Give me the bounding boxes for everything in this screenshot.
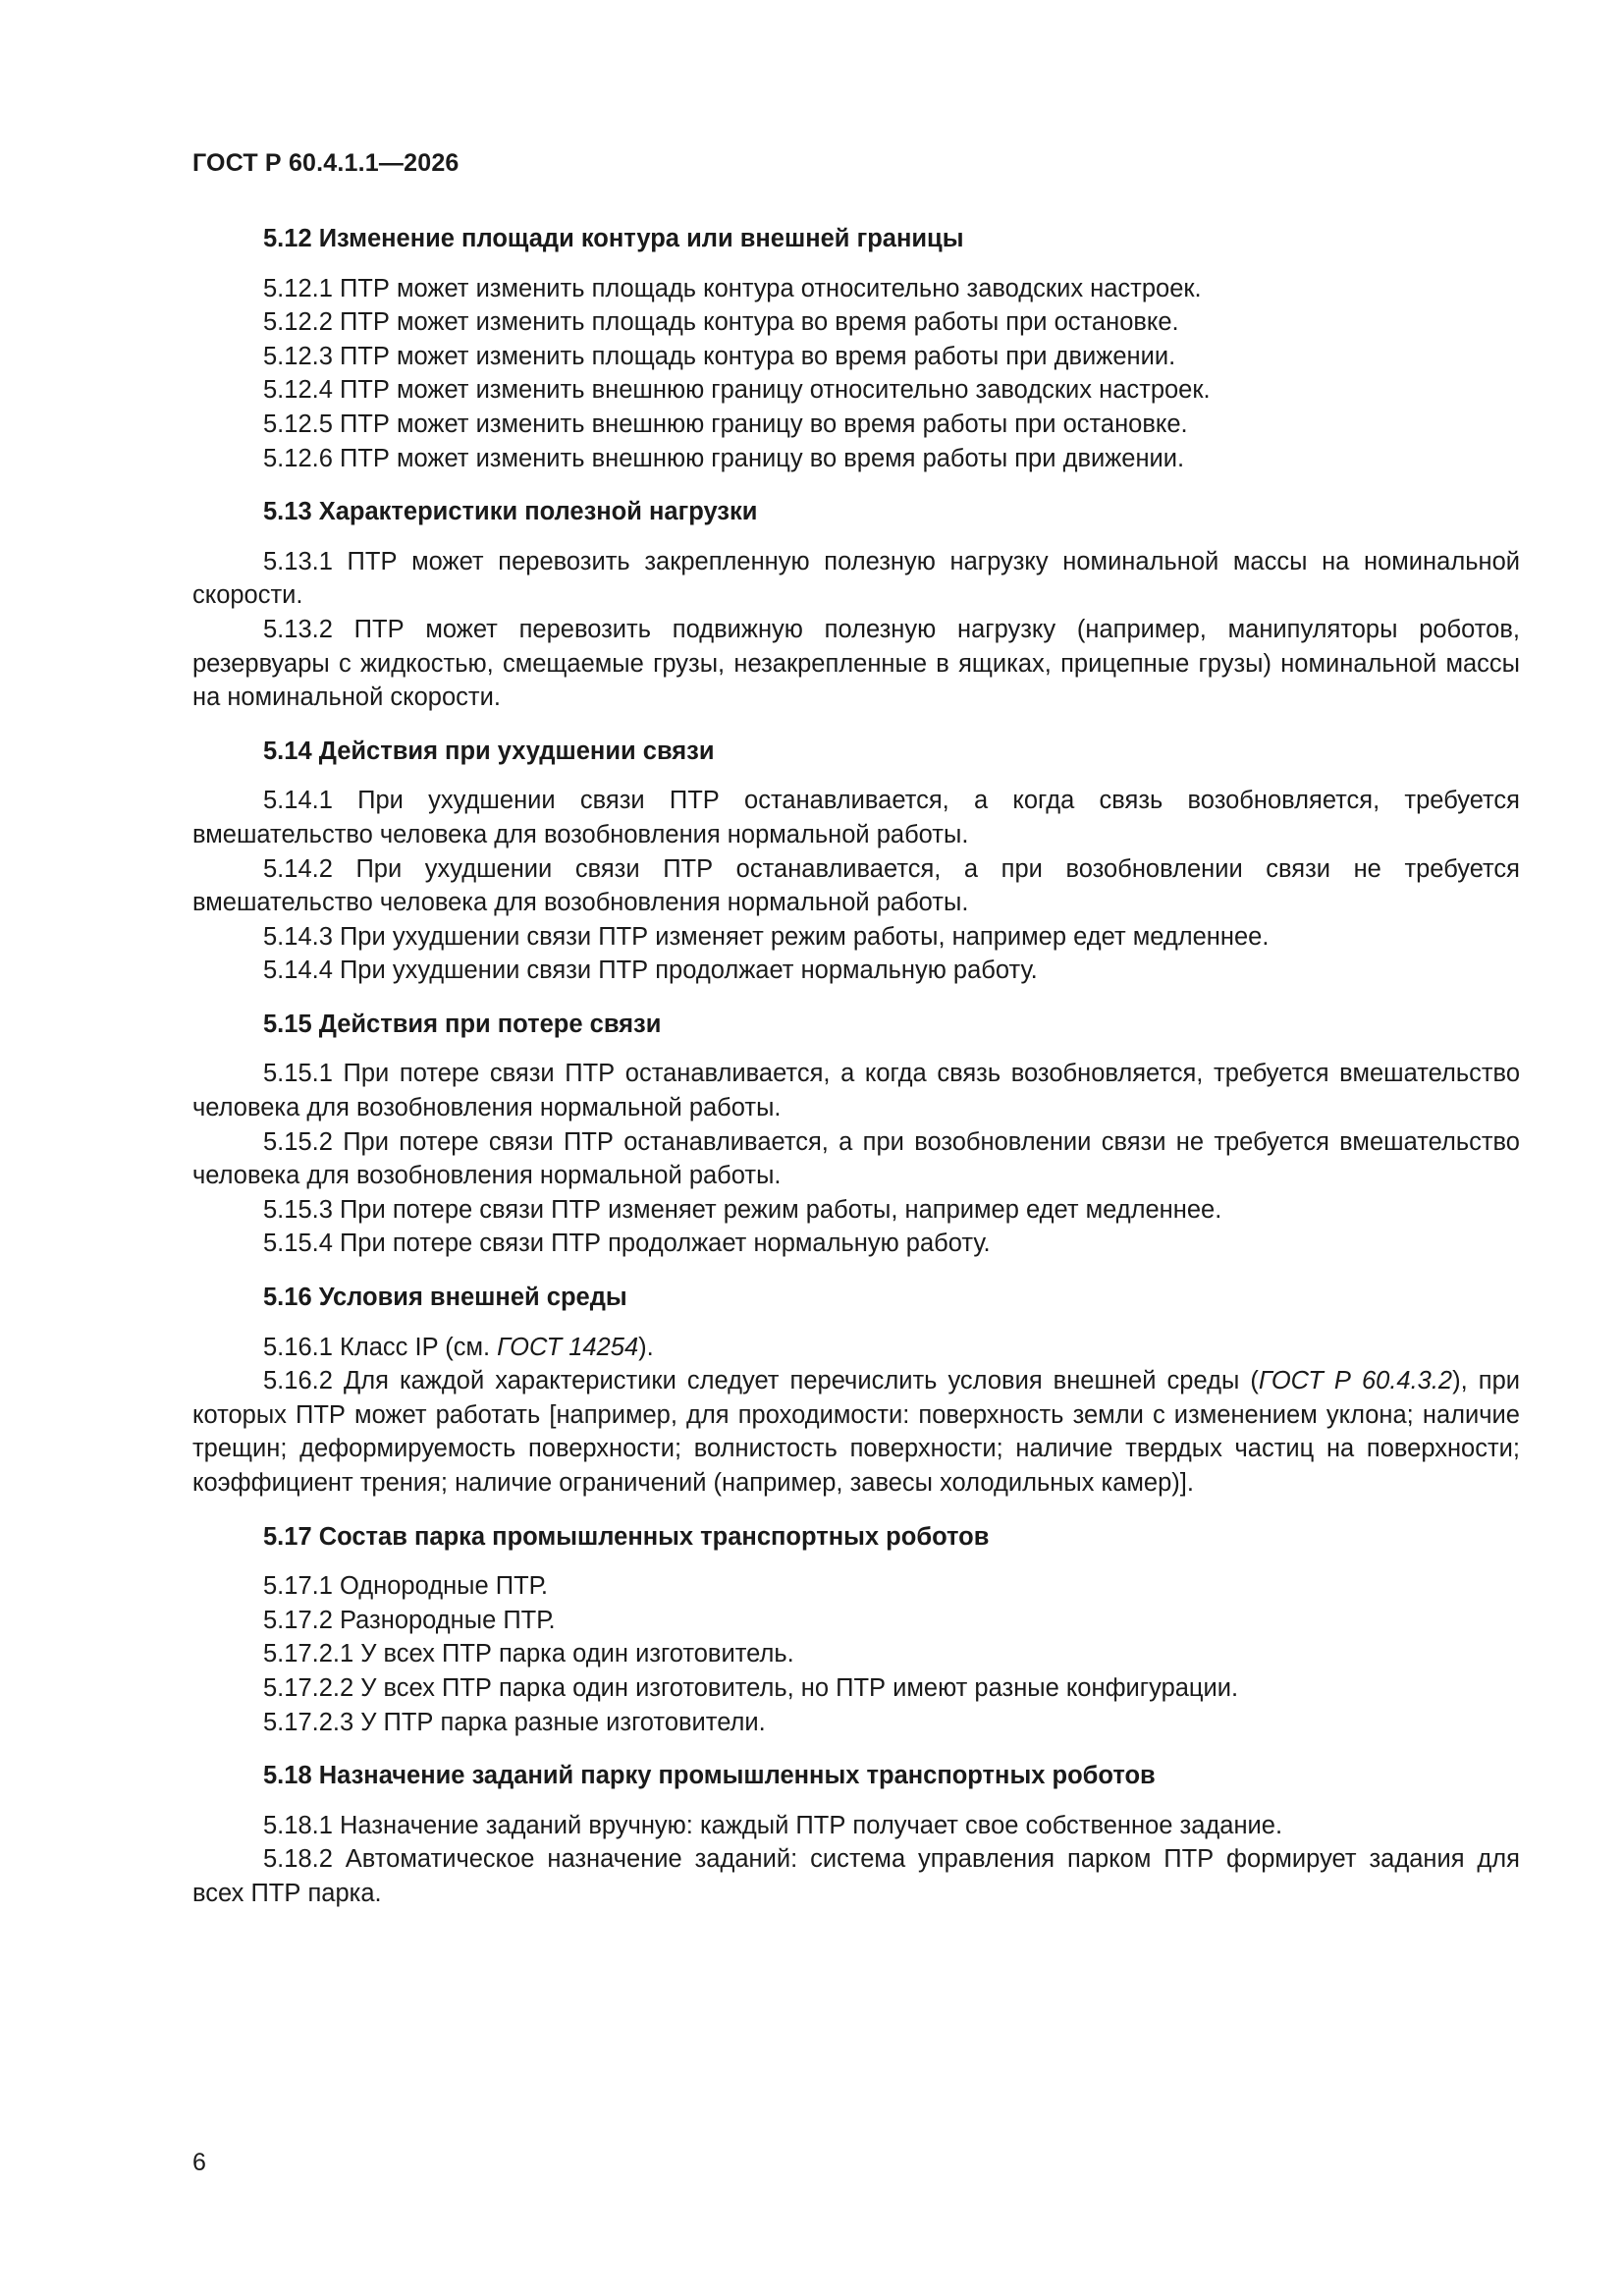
document-header: ГОСТ Р 60.4.1.1—2026 <box>192 149 460 177</box>
section <box>192 222 1520 475</box>
clause-paragraph: 5.12.2 ПТР может изменить площадь контура во время работы при остановке. <box>263 308 1179 337</box>
clause-paragraph: 5.17.1 Однородные ПТР. <box>263 1572 548 1601</box>
clause-paragraph: 5.15.3 При потере связи ПТР изменяет режим работы, например едет медленнее. <box>263 1195 1222 1224</box>
section <box>192 1759 1520 1910</box>
document-body <box>192 222 1520 1931</box>
clause-paragraph: 5.12.1 ПТР может изменить площадь контура относительно заводских настроек. <box>263 274 1202 302</box>
section-title: 5.15 Действия при потере связи <box>263 1010 662 1038</box>
clause-paragraph: 5.15.1 При потере связи ПТР останавливается, а когда связь возобновляется, требуется вмешательство человека для возобновления нормальной работы. <box>192 1060 1520 1122</box>
clause-paragraph: 5.18.1 Назначение заданий вручную: каждый ПТР получает свое собственное задание. <box>263 1811 1283 1839</box>
clause-paragraph: 5.13.2 ПТР может перевозить подвижную полезную нагрузку (например, манипуляторы роботов, резервуары с жидкостью, смещаемые грузы, незакрепленные в ящиках, прицепные грузы) номинальной массы на номинальной скорости. <box>192 615 1520 712</box>
section <box>192 1281 1520 1501</box>
clause-paragraph <box>192 1364 1520 1500</box>
section <box>192 1008 1520 1261</box>
section-title: 5.16 Условия внешней среды <box>263 1284 627 1312</box>
clause-paragraph <box>192 1331 1520 1365</box>
clause-paragraph: 5.17.2 Разнородные ПТР. <box>263 1606 556 1634</box>
section <box>192 495 1520 715</box>
clause-paragraph: 5.17.2.3 У ПТР парка разные изготовители. <box>263 1708 766 1736</box>
clause-paragraph: 5.17.2.2 У всех ПТР парка один изготовитель, но ПТР имеют разные конфигурации. <box>263 1673 1239 1702</box>
section-title: 5.12 Изменение площади контура или внешней границы <box>263 225 964 252</box>
clause-paragraph: 5.12.4 ПТР может изменить внешнюю границу относительно заводских настроек. <box>263 376 1211 405</box>
section <box>192 735 1520 988</box>
clause-paragraph: 5.15.4 При потере связи ПТР продолжает нормальную работу. <box>263 1230 991 1258</box>
clause-paragraph: 5.14.2 При ухудшении связи ПТР останавливается, а при возобновлении связи не требуется вмешательство человека для возобновления нормальной работы. <box>192 854 1520 917</box>
clause-text: 5.16.2 Для каждой характеристики следует перечислить условия внешней среды ( <box>263 1367 1259 1395</box>
clause-paragraph: 5.14.4 При ухудшении связи ПТР продолжает нормальную работу. <box>263 957 1038 985</box>
clause-paragraph: 5.12.6 ПТР может изменить внешнюю границу во время работы при движении. <box>263 444 1185 472</box>
section-title: 5.13 Характеристики полезной нагрузки <box>263 498 758 526</box>
clause-text: ), при которых ПТР может работать [например, для проходимости: поверхность земли с изменением уклона; наличие трещин; деформируемость поверхности; волнистость поверхности; наличие твердых частиц на поверхности; коэффициент трения; наличие ограничений (например, завесы холодильных камер)]. <box>192 1367 1520 1497</box>
standard-reference: ГОСТ 14254 <box>497 1333 639 1361</box>
clause-text: 5.16.1 Класс IP (см. <box>263 1333 498 1361</box>
section-title: 5.17 Состав парка промышленных транспортных роботов <box>263 1522 990 1551</box>
clause-paragraph: 5.13.1 ПТР может перевозить закрепленную полезную нагрузку номинальной массы на номинальной скорости. <box>192 547 1520 610</box>
clause-paragraph: 5.14.3 При ухудшении связи ПТР изменяет режим работы, например едет медленнее. <box>263 922 1270 951</box>
page-number: 6 <box>192 2149 206 2176</box>
clause-paragraph: 5.17.2.1 У всех ПТР парка один изготовитель. <box>263 1640 794 1668</box>
section-title: 5.18 Назначение заданий парку промышленных транспортных роботов <box>263 1762 1156 1790</box>
clause-paragraph: 5.12.3 ПТР может изменить площадь контура во время работы при движении. <box>263 342 1176 370</box>
clause-paragraph: 5.18.2 Автоматическое назначение заданий: система управления парком ПТР формирует задания для всех ПТР парка. <box>192 1845 1520 1907</box>
section-title: 5.14 Действия при ухудшении связи <box>263 737 715 765</box>
clause-paragraph: 5.14.1 При ухудшении связи ПТР останавливается, а когда связь возобновляется, требуется вмешательство человека для возобновления нормальной работы. <box>192 787 1520 848</box>
standard-reference: ГОСТ Р 60.4.3.2 <box>1258 1367 1453 1395</box>
section <box>192 1520 1520 1740</box>
clause-paragraph: 5.15.2 При потере связи ПТР останавливается, а при возобновлении связи не требуется вмешательство человека для возобновления нормальной работы. <box>192 1127 1520 1190</box>
clause-text: ). <box>638 1333 654 1361</box>
clause-paragraph: 5.12.5 ПТР может изменить внешнюю границу во время работы при остановке. <box>263 410 1188 438</box>
